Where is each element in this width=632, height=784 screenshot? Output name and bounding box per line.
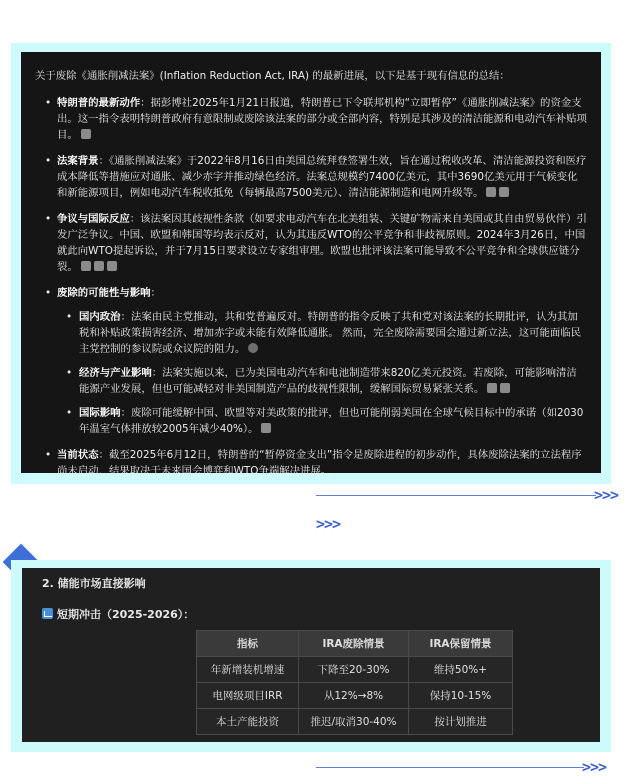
table-row (197, 709, 513, 735)
response-panel-top (21, 52, 601, 477)
sub-list-item: • 经济与产业影响：法案实施以来，已为美国电动汽车和电池制造带来820亿美元投资。若废除，可能影响清洁能源产业发展，但也可能减轻对非美国制造产品的歧视性限制，缓解国际贸易紧张关系。 (57, 365, 587, 397)
table-header-row (197, 631, 513, 657)
source-icon[interactable] (248, 343, 258, 353)
source-icon[interactable] (261, 423, 271, 433)
table-cell: 电网级项目IRR (197, 683, 299, 709)
table-header: IRA保留情景 (409, 631, 513, 657)
table-cell: 保持10-15% (409, 683, 513, 709)
section-title: 2. 储能市场直接影响 (42, 577, 146, 590)
summary-list (35, 95, 587, 479)
arrow-line (316, 495, 596, 496)
arrow-head: >>> (594, 486, 619, 504)
source-icon[interactable] (94, 261, 104, 271)
table-cell: 年新增装机增速 (197, 657, 299, 683)
table-row (197, 683, 513, 709)
table-cell: 下降至20-30% (299, 657, 409, 683)
table-row (197, 657, 513, 683)
table-cell: 推迟/取消30-40% (299, 709, 409, 735)
arrow-head: >>> (582, 758, 607, 776)
list-item: • 法案背景：《通胀削减法案》于2022年8月16日由美国总统拜登签署生效，旨在通过税收改革、清洁能源投资和医疗成本降低等措施应对通胀、减少赤字并推动绿色经济。法案总规模约7400亿美元，其中3690亿美元用于气候变化和新能源项目，例如电动汽车税收抵免（每辆最高7500美元）、清洁能源制造和电网升级等。 (35, 153, 587, 201)
list-item: • 特朗普的最新动作：据彭博社2025年1月21日报道，特朗普已下令联邦机构“立即暂停”《通胀削减法案》的资金支出。这一指令表明特朗普政府有意限制或废除该法案的部分或全部内容，特别是其涉及的清洁能源和电动汽车补贴项目。 (35, 95, 587, 143)
section-subtitle: 短期冲击（2025-2026）： (42, 606, 194, 622)
table-cell: 维持50%+ (409, 657, 513, 683)
table-cell: 本土产能投资 (197, 709, 299, 735)
list-item: • 争议与国际反应：该法案因其歧视性条款（如要求电动汽车在北美组装、关键矿物需来自美国或其自由贸易伙伴）引发广泛争议。中国、欧盟和韩国等均表示反对，认为其违反WTO的公平竞争和非歧视原则。2024年3月26日，中国就此向WTO提起诉讼，并于7月15日要求设立专家组审理。欧盟也批评该法案可能导致不公平竞争和全球供应链分裂。 (35, 211, 587, 275)
source-icon[interactable] (486, 187, 496, 197)
source-icon[interactable] (487, 383, 497, 393)
source-icon[interactable] (499, 187, 509, 197)
table-header: IRA废除情景 (299, 631, 409, 657)
intro-text: 关于废除《通胀削减法案》(Inflation Reduction Act, IRA) 的最新进展，以下是基于现有信息的总结： (35, 70, 510, 82)
sub-list-item: • 国际影响：废除可能缓解中国、欧盟等对美政策的批评，但也可能削弱美国在全球气候目标中的承诺（如2030年温室气体排放较2005年减少40%）。 (57, 405, 587, 437)
arrow-head: >>> (316, 515, 341, 533)
list-item: • 当前状态：截至2025年6月12日，特朗普的“暂停资金支出”指令是废除进程的初步动作，具体废除法案的立法程序尚未启动，结果取决于未来国会博弈和WTO争端解决进展。 (35, 447, 587, 479)
chart-icon (42, 608, 53, 619)
source-icon[interactable] (107, 261, 117, 271)
table-header: 指标 (197, 631, 299, 657)
table-cell: 从12%→8% (299, 683, 409, 709)
sub-list-item: • 国内政治：法案由民主党推动，共和党普遍反对。特朗普的指令反映了共和党对该法案的长期批评，认为其加税和补贴政策损害经济、增加赤字或未能有效降低通胀。 然而，完全废除需要国会通过新立法，这可能面临民主党控制的参议院或众议院的阻力。 (57, 309, 587, 357)
table-cell: 按计划推进 (409, 709, 513, 735)
list-item: • 废除的可能性与影响： • 国内政治：法案由民主党推动，共和党普遍反对。特朗普的指令反映了共和党对该法案的长期批评，认为其加税和补贴政策损害经济、增加赤字或未能有效降低通胀。 然而，完全废除需要国会通过新立法，这可能面临民主党控制的参议院或众议院的阻力。 • 经济与产业影响：法案实施以来，已为美国电动汽车和电池制造带来820亿美元投资。若废除，可能影响清洁能源产业发展，但也可能减轻对非美国制造产品的歧视性限制，缓解国际贸易紧张关系。 • 国际影响：废除可能缓解中国、欧盟等对美政策的批评，但也可能削弱美国在全球气候目标中的承诺（如2030年温室气体排放较2005年减少40%）。 (35, 285, 587, 437)
impact-table (196, 630, 513, 735)
sub-list (57, 309, 587, 437)
arrow-line (316, 767, 584, 768)
source-icon[interactable] (500, 383, 510, 393)
source-icon[interactable] (81, 129, 91, 139)
source-icon[interactable] (81, 261, 91, 271)
